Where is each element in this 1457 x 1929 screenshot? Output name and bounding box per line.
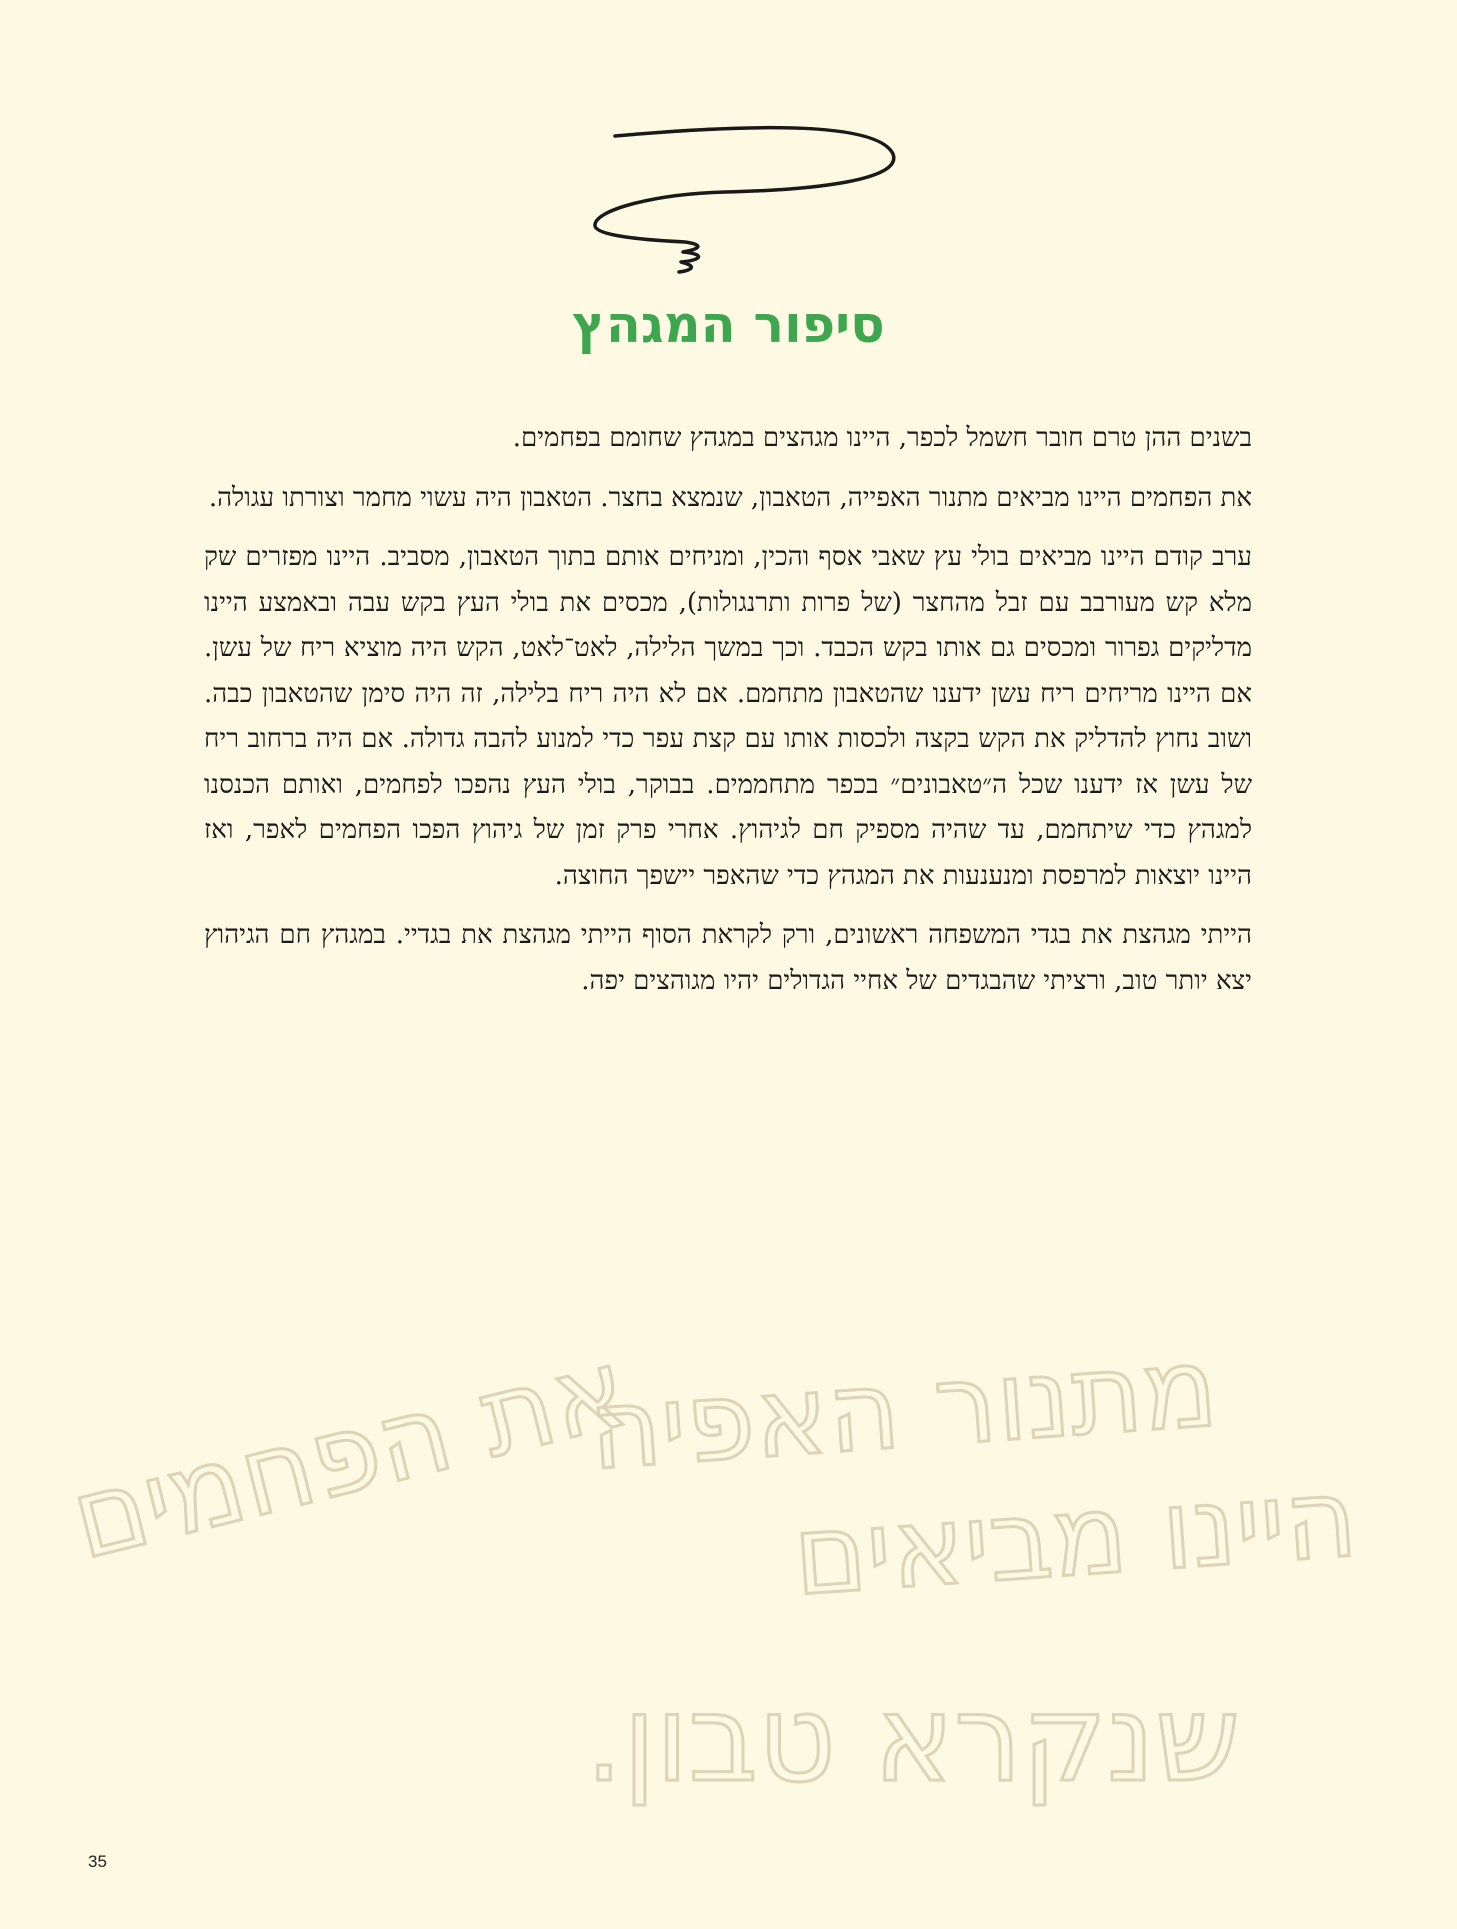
story-body [204, 416, 1252, 1018]
paragraph: את הפחמים היינו מביאים מתנור האפייה, הטאבון, שנמצא בחצר. הטאבון היה עשוי מחמר וצורתו עגולה. [208, 482, 1252, 513]
handwriting-line: היינו מביאים [789, 1453, 1361, 1621]
handwriting-line: את הפחמים [59, 1322, 640, 1584]
page-number: 35 [88, 1852, 107, 1871]
handwriting-line: מתנור האפיה [585, 1322, 1222, 1495]
handwritten-note [0, 1280, 1457, 1840]
page-title: סיפור המגהץ [572, 296, 885, 355]
paragraph: ערב קודם היינו מביאים בולי עץ שאבי אסף והכין, ומניחים אותם בתוך הטאבון, מסביב. היינו מפזרים שק מלא קש מעורבב עם זבל מהחצר (של פרות ותרנגולות), מכסים את בולי העץ בקש עבה ובאמצע היינו מדליקים גפרור ומכסים גם אותו בקש הכבד. וכך במשך הלילה, לאט־לאט, הקש היה מוציא ריח של עשן. אם היינו מריחים ריח עשן ידענו שהטאבון מתחמם. אם לא היה ריח בלילה, זה היה סימן שהטאבון כבה. ושוב נחוץ להדליק את הקש בקצה ולכסות אותו עם קצת עפר כדי למנוע להבה גדולה. אם היה ברחוב ריח של עשן אז ידענו שכל ה״טאבונים״ בכפר מתחממים. בבוקר, בולי העץ נהפכו לפחמים, ואותם הכנסנו למגהץ כדי שיתחמם, עד שהיה מספיק חם לגיהוץ. אחרי פרק זמן של גיהוץ הפכו הפחמים לאפר, ואז היינו יוצאות למרפסת ומנענעות את המגהץ כדי שהאפר יישפך החוצה. [204, 542, 1252, 891]
squiggle-illustration [575, 120, 905, 280]
paragraph: הייתי מגהצת את בגדי המשפחה ראשונים, ורק לקראת הסוף הייתי מגהצת את בגדיי. במגהץ חם הגיהוץ יצא יותר טוב, ורציתי שהבגדים של אחיי הגדולים יהיו מגוהצים יפה. [204, 920, 1252, 996]
handwriting-line: שנקרא טבון. [584, 1670, 1240, 1809]
paragraph: בשנים ההן טרם חובר חשמל לכפר, היינו מגהצים במגהץ שחומם בפחמים. [512, 423, 1252, 453]
